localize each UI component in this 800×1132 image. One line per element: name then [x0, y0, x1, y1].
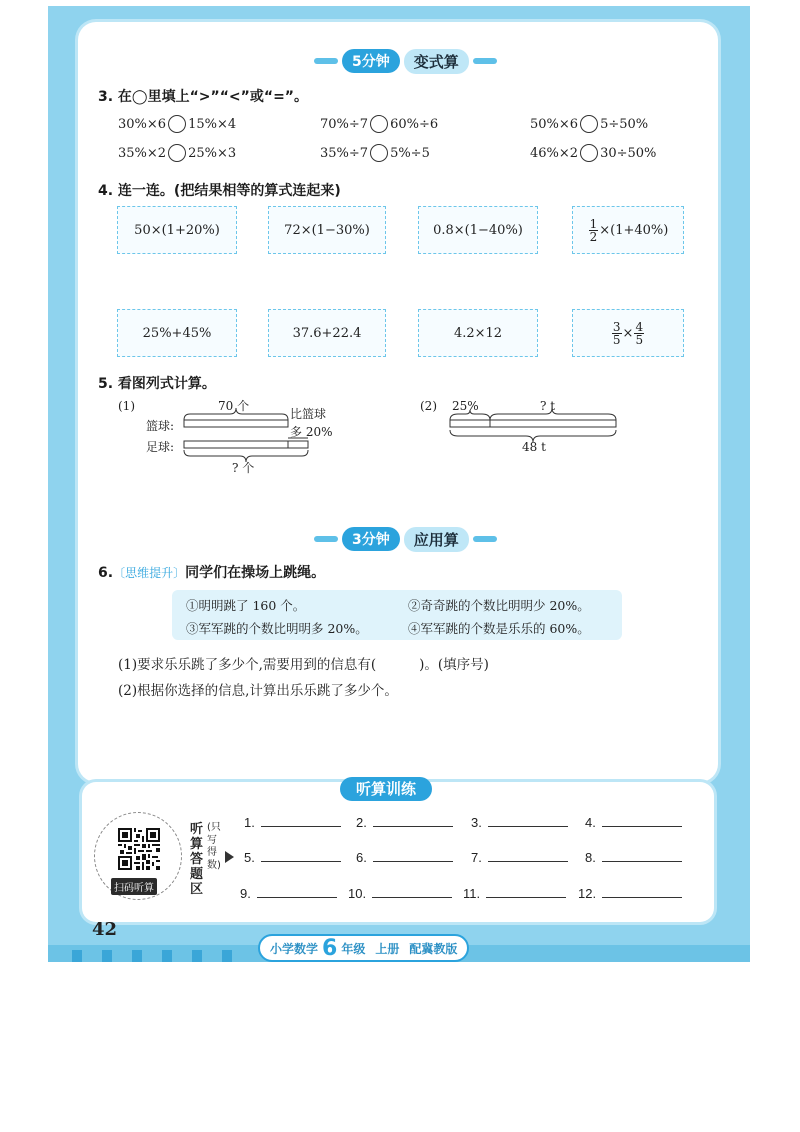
info-item: ④军军跳的个数是乐乐的 60%。 [408, 621, 590, 636]
section-header-3min [314, 528, 497, 550]
answer-slot[interactable]: 11. [463, 886, 566, 901]
part-1-label: (1) [118, 399, 135, 413]
match-box-bottom[interactable]: $\frac{3}{5}$ × $\frac{4}{5}$ [572, 309, 684, 357]
compare-item: 70%÷7 60%÷6 [320, 116, 439, 132]
match-box-top[interactable]: $\frac{1}{2}$ ×(1+40%) [572, 206, 684, 254]
edition: 配冀教版 [409, 941, 458, 956]
row-label-football: 足球: [146, 440, 175, 454]
info-item: ②奇奇跳的个数比明明少 20%。 [408, 598, 590, 613]
note-line-2: 多 20% [290, 425, 333, 439]
match-box-top[interactable]: 50×(1+20%) [117, 206, 237, 254]
top-brace-label: 70 个 [218, 399, 250, 413]
section-time: 5分钟 [342, 49, 400, 73]
match-box-top[interactable]: 72×(1−30%) [268, 206, 386, 254]
answer-area-label: 听算答题区 [190, 822, 204, 897]
match-box-top[interactable]: 0.8×(1−40%) [418, 206, 538, 254]
question-3-title: 3. 在◯里填上“>”“<”或“=”。 [98, 89, 308, 105]
part-2-label: (2) [420, 399, 437, 413]
answer-slot[interactable]: 5. [244, 850, 341, 865]
question-4-title: 4. 连一连。(把结果相等的算式连起来) [98, 183, 341, 199]
grade: 6 [322, 935, 338, 961]
grade-unit: 年级 [341, 941, 366, 956]
info-item: ③军军跳的个数比明明多 20%。 [186, 621, 368, 636]
question-5-title: 5. 看图列式计算。 [98, 376, 216, 392]
page-number: 42 [92, 919, 118, 940]
answer-slot[interactable]: 6. [356, 850, 453, 865]
section-name: 变式算 [404, 49, 469, 74]
sub-question-1: (1)要求乐乐跳了多少个,需要用到的信息有( )。(填序号) [118, 657, 489, 673]
info-item: ①明明跳了 160 个。 [186, 598, 306, 613]
note-line-1: 比篮球 [290, 407, 327, 421]
answer-slot[interactable]: 2. [356, 815, 453, 830]
compare-item: 46%×2 30÷50% [530, 145, 657, 161]
section-time: 3分钟 [342, 527, 400, 551]
match-box-bottom[interactable]: 37.6+22.4 [268, 309, 386, 357]
section-name: 应用算 [404, 527, 469, 552]
answer-slot[interactable]: 9. [240, 886, 337, 901]
fraction: $\frac{4}{5}$ [635, 319, 644, 347]
match-box-bottom[interactable]: 4.2×12 [418, 309, 538, 357]
compare-item: 30%×6 15%×4 [118, 116, 237, 132]
book-info [258, 934, 469, 962]
bottom-brace-label: ? 个 [232, 461, 255, 475]
answer-slot[interactable]: 12. [578, 886, 682, 901]
compare-item: 50%×6 5÷50% [530, 116, 649, 132]
row-label-basketball: 篮球: [146, 419, 175, 433]
answer-slot[interactable]: 7. [471, 850, 568, 865]
answer-slot[interactable]: 3. [471, 815, 568, 830]
compare-item: 35%÷7 5%÷5 [320, 145, 430, 161]
total-label: 48 t [522, 440, 546, 454]
listening-title: 听算训练 [340, 777, 432, 801]
fraction: $\frac{3}{5}$ [612, 319, 621, 347]
fraction: $\frac{1}{2}$ [589, 216, 598, 244]
subject: 小学数学 [270, 941, 319, 956]
compare-item: 35%×2 25%×3 [118, 145, 237, 161]
qr-label: 扫码听算 [111, 878, 157, 895]
term: 上册 [375, 941, 400, 956]
answer-area-note: (只写得数) [207, 822, 221, 871]
percent-label: 25% [452, 399, 479, 413]
answer-slot[interactable]: 4. [585, 815, 682, 830]
answer-slot[interactable]: 8. [585, 850, 682, 865]
answer-slot[interactable]: 1. [244, 815, 341, 830]
sub-question-2: (2)根据你选择的信息,计算出乐乐跳了多少个。 [118, 683, 398, 699]
answer-slot[interactable]: 10. [348, 886, 452, 901]
match-box-bottom[interactable]: 25%+45% [117, 309, 237, 357]
qr-code-icon[interactable] [118, 828, 160, 870]
arrow-right-icon [225, 851, 234, 863]
question-6-title: 6.〔思维提升〕同学们在操场上跳绳。 [98, 565, 326, 581]
tag-thinking: 〔思维提升〕 [113, 566, 186, 580]
unknown-label: ? t [540, 399, 556, 413]
info-box [172, 590, 622, 640]
